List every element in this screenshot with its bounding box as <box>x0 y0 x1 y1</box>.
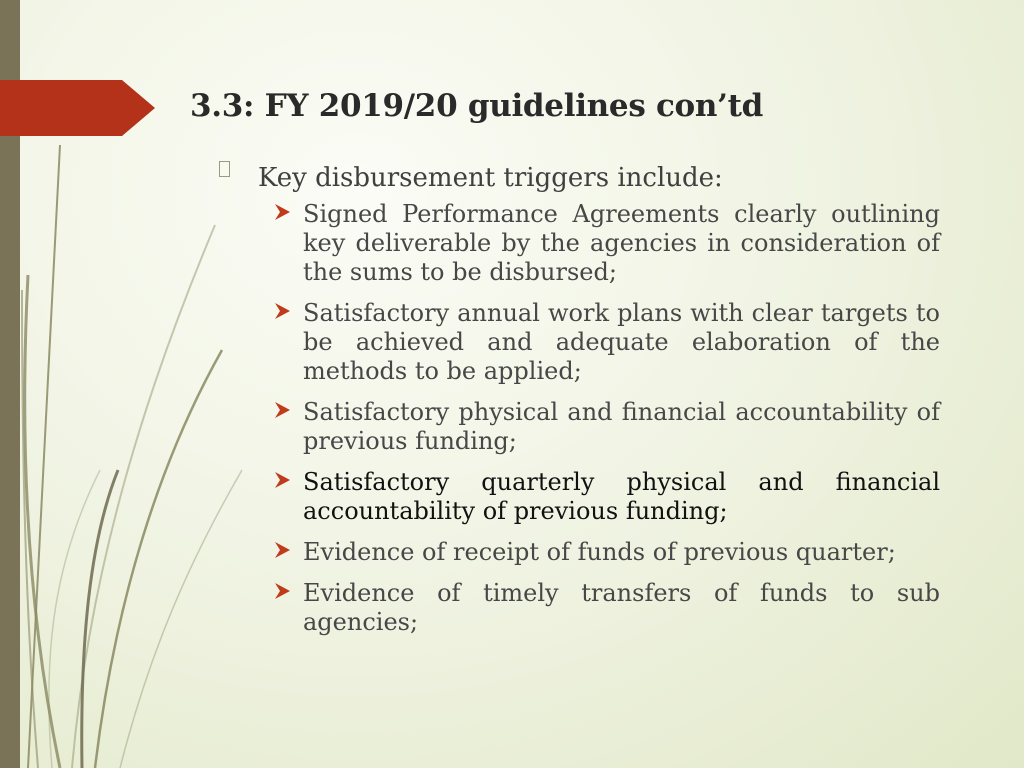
chevron-bullet-icon <box>273 200 303 229</box>
intro-bullet <box>215 160 940 196</box>
trigger-text: Signed Performance Agreements clearly outlining key deliverable by the agencies in consideration of the sums to be disbursed; <box>303 200 940 286</box>
chevron-bullet-icon <box>273 398 303 427</box>
triggers-list <box>215 200 940 637</box>
chevron-bullet-icon <box>273 579 303 608</box>
list-item <box>273 200 940 287</box>
slide-content <box>215 160 940 649</box>
list-item <box>273 579 940 637</box>
list-item <box>273 398 940 456</box>
list-item <box>273 538 940 567</box>
list-item <box>273 468 940 526</box>
chevron-bullet-icon <box>273 468 303 497</box>
chevron-bullet-icon <box>273 538 303 567</box>
slide-title: 3.3: FY 2019/20 guidelines con’td <box>190 88 764 124</box>
trigger-text: Evidence of timely transfers of funds to sub agencies; <box>303 579 940 636</box>
intro-text: Key disbursement triggers include: <box>258 163 723 193</box>
trigger-text: Satisfactory physical and financial accountability of previous funding; <box>303 398 940 455</box>
trigger-text: Satisfactory quarterly physical and financial accountability of previous funding; <box>303 468 940 525</box>
trigger-text: Evidence of receipt of funds of previous quarter; <box>303 538 896 566</box>
chevron-bullet-icon <box>273 299 303 328</box>
trigger-text: Satisfactory annual work plans with clear targets to be achieved and adequate elaboration of the methods to be applied; <box>303 299 940 385</box>
title-banner <box>0 80 155 136</box>
missing-glyph-bullet-icon <box>215 160 258 196</box>
list-item <box>273 299 940 386</box>
